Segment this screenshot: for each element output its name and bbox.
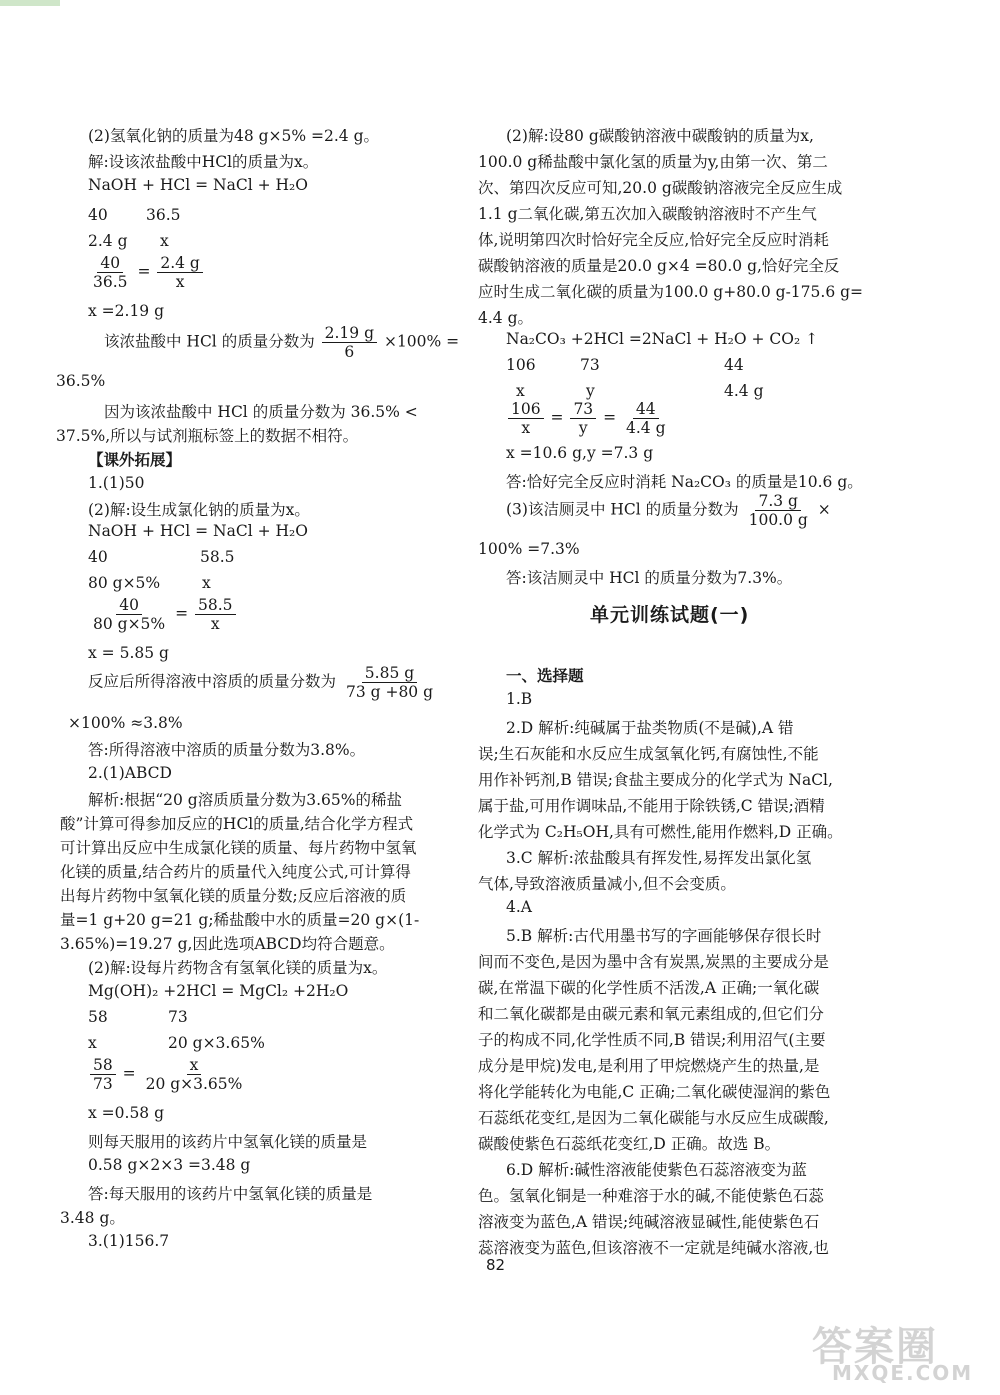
text-line: 36.5% bbox=[56, 372, 106, 390]
text-line: 20 g×3.65% bbox=[168, 1034, 265, 1052]
text-line: 答:恰好完全反应时消耗 Na₂CO₃ 的质量是10.6 g。 bbox=[506, 473, 863, 491]
text-line: x bbox=[88, 1034, 97, 1052]
text-line: 80 g×5% bbox=[88, 574, 161, 592]
text-line: (3)该洁厕灵中 HCl 的质量分数为 $\frac{7.3 g}{100.0 g}$ × bbox=[506, 492, 831, 529]
text-line: 2.(1)ABCD bbox=[88, 764, 172, 782]
text-line: 出每片药物中氢氧化镁的质量分数;反应后溶液的质 bbox=[60, 887, 407, 905]
text-line: 44 bbox=[724, 356, 744, 374]
text-line: 气体,导致溶液质量减小,但不会变质。 bbox=[478, 875, 736, 893]
text-line: 58 bbox=[88, 1008, 108, 1026]
text-line: 成分是甲烷)发电,是利用了甲烷燃烧产生的热量,是 bbox=[478, 1057, 820, 1075]
text-line: 次、第四次反应可知,20.0 g碳酸钠溶液完全反应生成 bbox=[478, 179, 843, 197]
text-line: 4.4 g bbox=[724, 382, 764, 400]
text-line: 6.D 解析:碱性溶液能使紫色石蕊溶液变为蓝 bbox=[506, 1161, 807, 1179]
text-line: 属于盐,可用作调味品,不能用于除铁锈,C 错误;酒精 bbox=[478, 797, 825, 815]
text-line: x = 5.85 g bbox=[88, 644, 169, 662]
proportion-equation: $\frac{106}{x}$ = $\frac{73}{y}$ = $\frac{44}{4.4 g}$ bbox=[506, 400, 671, 437]
text-line: 100.0 g稀盐酸中氯化氢的质量为y,由第一次、第二 bbox=[478, 153, 828, 171]
text-line: 色。氢氧化铜是一种难溶于水的碱,不能使紫色石蕊 bbox=[478, 1187, 824, 1205]
page-number: 82 bbox=[486, 1256, 506, 1274]
text-line: x bbox=[202, 574, 211, 592]
text-line: 5.B 解析:古代用墨书写的字画能够保存很长时 bbox=[506, 927, 822, 945]
watermark-url: MXQE.COM bbox=[832, 1361, 974, 1385]
text-line: x =10.6 g,y =7.3 g bbox=[506, 444, 654, 462]
text-line: 体,说明第四次时恰好完全反应,恰好完全反应时消耗 bbox=[478, 231, 829, 249]
text-line: 4.A bbox=[506, 898, 532, 916]
text-line: 间而不变色,是因为墨中含有炭黑,炭黑的主要成分是 bbox=[478, 953, 829, 971]
equation-line: NaOH + HCl = NaCl + H₂O bbox=[88, 176, 308, 194]
text-line: 3.65%)=19.27 g,因此选项ABCD均符合题意。 bbox=[60, 935, 395, 953]
watermark-logo bbox=[812, 1315, 992, 1385]
text-line: 1.1 g二氧化碳,第五次加入碳酸钠溶液时不产生气 bbox=[478, 205, 817, 223]
text-line: 3.(1)156.7 bbox=[88, 1232, 170, 1250]
text-line: 40 bbox=[88, 548, 108, 566]
text-line: (2)氢氧化钠的质量为48 g×5% =2.4 g。 bbox=[88, 127, 380, 145]
text-line: x bbox=[160, 232, 169, 250]
text-line: 该浓盐酸中 HCl 的质量分数为 $\frac{2.19 g}{6}$ ×100% = bbox=[104, 324, 460, 361]
proportion-equation: $\frac{40}{36.5}$ = $\frac{2.4 g}{x}$ bbox=[88, 254, 205, 291]
text-line: (2)解:设每片药物含有氢氧化镁的质量为x。 bbox=[88, 959, 388, 977]
text-line: 4.4 g。 bbox=[478, 309, 533, 327]
text-line: 碳酸钠溶液的质量是20.0 g×4 =80.0 g,恰好完全反 bbox=[478, 257, 840, 275]
proportion-equation: $\frac{40}{80 g\times 5\%}$ = $\frac{58.5}{x}$ bbox=[88, 596, 238, 633]
text-line: 36.5 bbox=[146, 206, 181, 224]
text-line: 答:所得溶液中溶质的质量分数为3.8%。 bbox=[88, 741, 366, 759]
text-line: 化镁的质量,结合药片的质量代入纯度公式,可计算得 bbox=[60, 863, 411, 881]
text-line: 子的构成不同,化学性质不同,B 错误;利用沼气(主要 bbox=[478, 1031, 826, 1049]
text-line: x =2.19 g bbox=[88, 302, 165, 320]
text-line: 碳,在常温下碳的化学性质不活泼,A 正确;一氧化碳 bbox=[478, 979, 820, 997]
text-line: 量=1 g+20 g=21 g;稀盐酸中水的质量=20 g×(1- bbox=[60, 911, 420, 929]
text-line: 化学式为 C₂H₅OH,具有可燃性,能用作燃料,D 正确。 bbox=[478, 823, 843, 841]
text-line: 溶液变为蓝色,A 错误;纯碱溶液显碱性,能使紫色石 bbox=[478, 1213, 820, 1231]
text-line: 答:每天服用的该药片中氢氧化镁的质量是 bbox=[88, 1185, 373, 1203]
text-line: x =0.58 g bbox=[88, 1104, 165, 1122]
text-line: (2)解:设80 g碳酸钠溶液中碳酸钠的质量为x, bbox=[506, 127, 814, 145]
text-line: 可计算出反应中生成氯化镁的质量、每片药物中氢氧 bbox=[60, 839, 417, 857]
text-line: 用作补钙剂,B 错误;食盐主要成分的化学式为 NaCl, bbox=[478, 771, 833, 789]
equation-line: Na₂CO₃ +2HCl =2NaCl + H₂O + CO₂ ↑ bbox=[506, 330, 819, 348]
text-line: 碳酸使紫色石蕊纸花变红,D 正确。故选 B。 bbox=[478, 1135, 781, 1153]
watermark-text: 答案圈 bbox=[812, 1324, 938, 1370]
top-edge-mark bbox=[0, 0, 60, 6]
text-line: 3.C 解析:浓盐酸具有挥发性,易挥发出氯化氢 bbox=[506, 849, 812, 867]
text-line: 58.5 bbox=[200, 548, 235, 566]
text-line: 106 bbox=[506, 356, 536, 374]
text-line: 37.5%,所以与试剂瓶标签上的数据不相符。 bbox=[56, 427, 359, 445]
section-heading: 【课外拓展】 bbox=[88, 451, 182, 469]
text-line: 1.(1)50 bbox=[88, 474, 145, 492]
text-line: 3.48 g。 bbox=[60, 1209, 125, 1227]
equation-line: Mg(OH)₂ +2HCl = MgCl₂ +2H₂O bbox=[88, 982, 349, 1000]
text-line: ×100% ≈3.8% bbox=[68, 714, 183, 732]
text-line: 0.58 g×2×3 =3.48 g bbox=[88, 1156, 251, 1174]
text-line: 石蕊纸花变红,是因为二氧化碳能与水反应生成碳酸, bbox=[478, 1109, 829, 1127]
text-line: 蕊溶液变为蓝色,但该溶液不一定就是纯碱水溶液,也 bbox=[478, 1239, 829, 1257]
text-line: y bbox=[586, 382, 595, 400]
text-line: 1.B bbox=[506, 690, 533, 708]
text-line: 将化学能转化为电能,C 正确;二氧化碳使湿润的紫色 bbox=[478, 1083, 831, 1101]
text-line: 73 bbox=[168, 1008, 188, 1026]
text-line: 73 bbox=[580, 356, 600, 374]
text-line: 酸”计算可得参加反应的HCl的质量,结合化学方程式 bbox=[60, 815, 414, 833]
text-line: 2.4 g bbox=[88, 232, 128, 250]
text-line: 2.D 解析:纯碱属于盐类物质(不是碱),A 错 bbox=[506, 719, 794, 737]
text-line: 解析:根据“20 g溶质质量分数为3.65%的稀盐 bbox=[88, 791, 402, 809]
proportion-equation: $\frac{58}{73}$ = $\frac{x}{20 g\times 3.65\%}$ bbox=[88, 1056, 247, 1093]
text-line: x bbox=[516, 382, 525, 400]
section-title: 单元训练试题(一) bbox=[590, 604, 750, 626]
equation-line: NaOH + HCl = NaCl + H₂O bbox=[88, 522, 308, 540]
text-line: 则每天服用的该药片中氢氧化镁的质量是 bbox=[88, 1133, 368, 1151]
subsection-heading: 一、选择题 bbox=[506, 667, 584, 685]
text-line: 反应后所得溶液中溶质的质量分数为 $\frac{5.85 g}{73 g +80 g}$ bbox=[88, 664, 434, 701]
text-line: 答:该洁厕灵中 HCl 的质量分数为7.3%。 bbox=[506, 569, 793, 587]
text-line: 误;生石灰能和水反应生成氢氧化钙,有腐蚀性,不能 bbox=[478, 745, 819, 763]
text-line: 解:设该浓盐酸中HCl的质量为x。 bbox=[88, 153, 319, 171]
text-line: 40 bbox=[88, 206, 108, 224]
text-line: 和二氧化碳都是由碳元素和氧元素组成的,但它们分 bbox=[478, 1005, 824, 1023]
text-line: 应时生成二氧化碳的质量为100.0 g+80.0 g-175.6 g= bbox=[478, 283, 864, 301]
text-line: 因为该浓盐酸中 HCl 的质量分数为 36.5% < bbox=[104, 403, 418, 421]
text-line: 100% =7.3% bbox=[478, 540, 580, 558]
text-line: (2)解:设生成氯化钠的质量为x。 bbox=[88, 501, 310, 519]
